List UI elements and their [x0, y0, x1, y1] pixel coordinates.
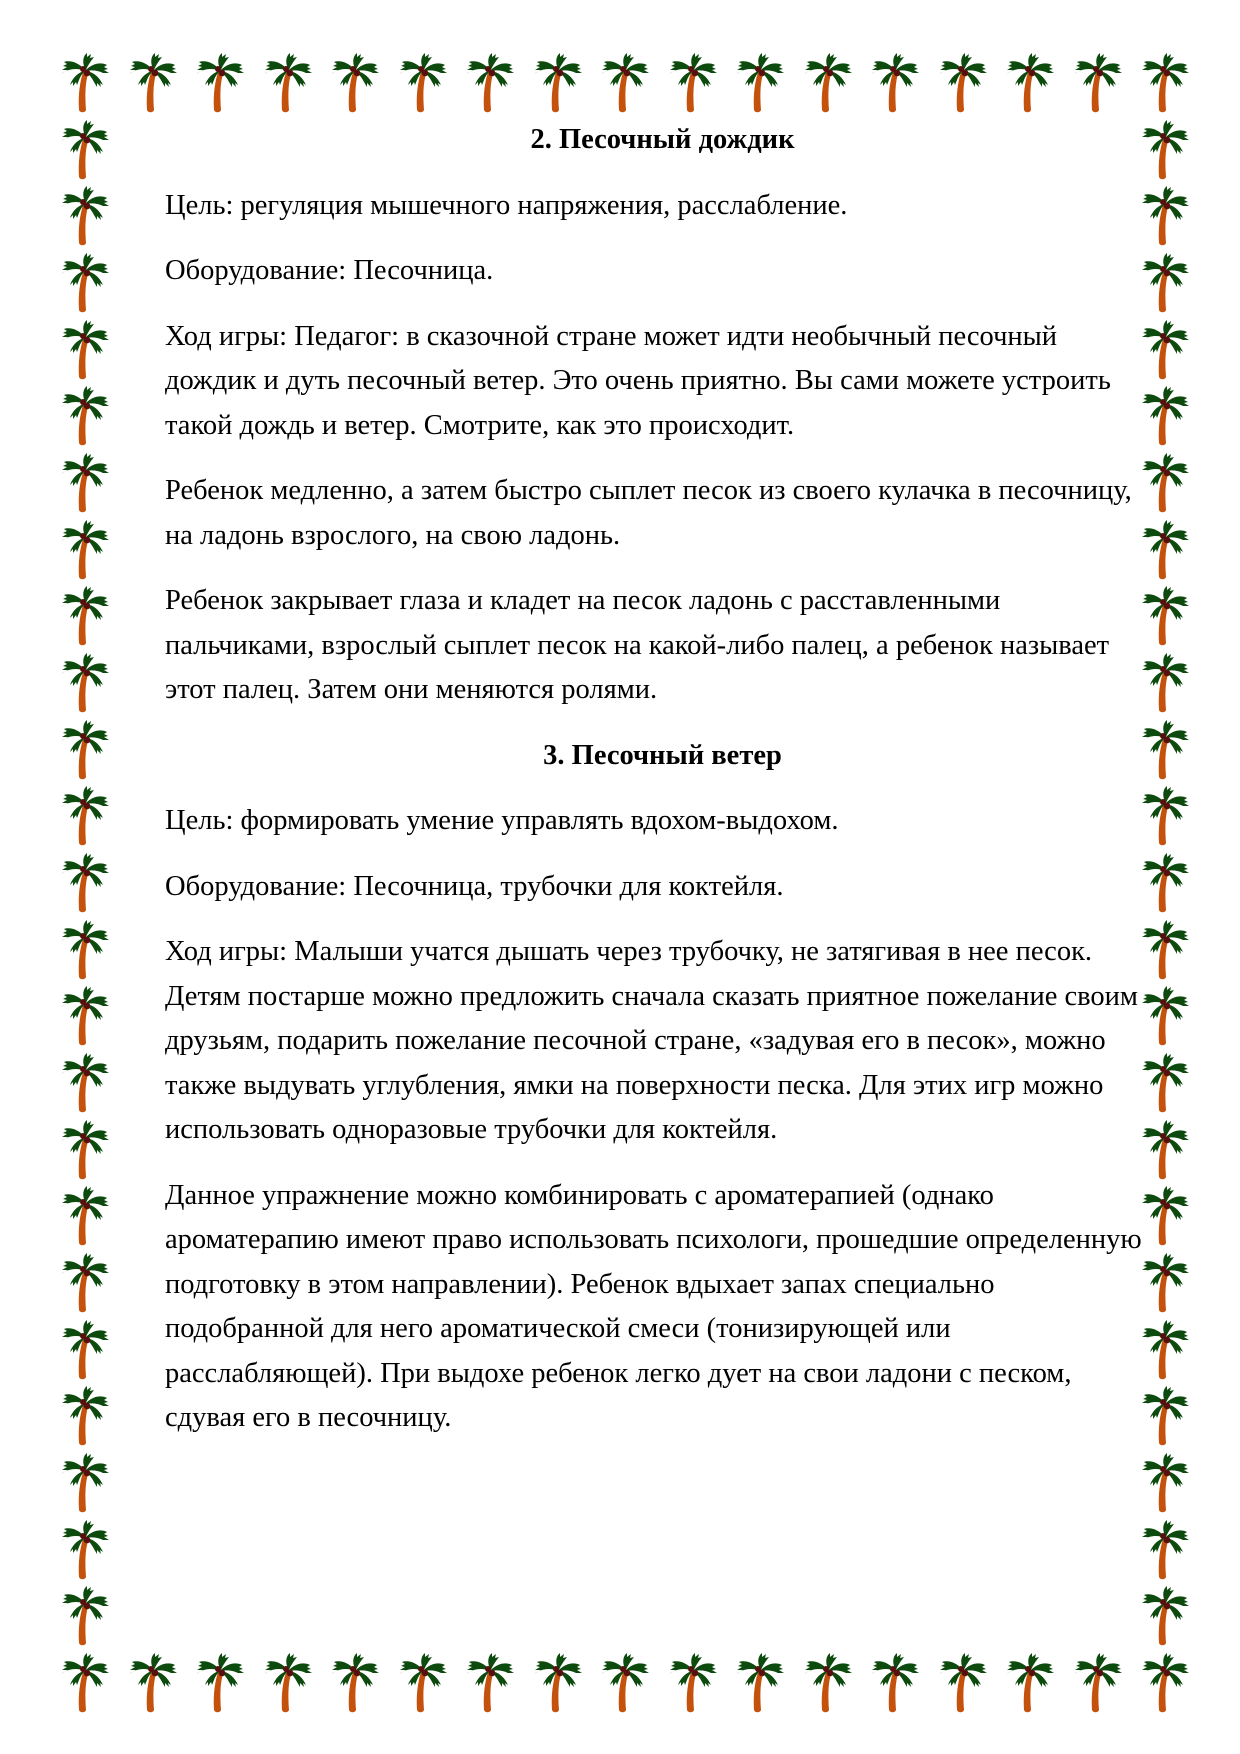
palm-tree-icon	[58, 519, 112, 581]
paragraph-text: Ребенок закрывает глаза и кладет на песок ладонь с расставленными пальчиками, взрослый сыплет песок на какой-либо палец, а ребенок называет этот палец. Затем они меняются ролями.	[165, 585, 1110, 705]
paragraph-goal: Цель: регуляция мышечного напряжения, расслабление.	[165, 189, 848, 221]
palm-tree-icon	[868, 52, 922, 114]
palm-tree-icon	[58, 719, 112, 781]
section-title-sand-wind: 3. Песочный ветер	[543, 739, 782, 771]
palm-tree-icon	[58, 585, 112, 647]
palm-tree-icon	[1003, 1652, 1057, 1714]
palm-tree-icon	[58, 185, 112, 247]
palm-tree-icon	[598, 1652, 652, 1714]
palm-tree-icon	[531, 52, 585, 114]
palm-tree-icon	[58, 1652, 112, 1714]
palm-tree-icon	[463, 1652, 517, 1714]
palm-tree-icon	[58, 1185, 112, 1247]
palm-tree-icon	[58, 1119, 112, 1181]
palm-tree-icon	[666, 1652, 720, 1714]
palm-tree-icon	[801, 1652, 855, 1714]
palm-tree-icon	[868, 1652, 922, 1714]
palm-tree-icon	[261, 52, 315, 114]
palm-tree-icon	[1138, 1585, 1192, 1647]
palm-tree-icon	[733, 52, 787, 114]
palm-tree-icon	[58, 1319, 112, 1381]
palm-tree-icon	[126, 1652, 180, 1714]
palm-tree-icon	[58, 1385, 112, 1447]
palm-tree-icon	[58, 919, 112, 981]
palm-tree-icon	[58, 652, 112, 714]
palm-tree-icon	[58, 119, 112, 181]
palm-tree-icon	[58, 252, 112, 314]
palm-tree-icon	[58, 385, 112, 447]
palm-tree-icon	[1071, 1652, 1125, 1714]
palm-tree-icon	[463, 52, 517, 114]
palm-tree-icon	[58, 785, 112, 847]
palm-tree-icon	[58, 1052, 112, 1114]
palm-tree-icon	[261, 1652, 315, 1714]
paragraph-equipment: Оборудование: Песочница, трубочки для коктейля.	[165, 870, 784, 902]
palm-tree-icon	[193, 52, 247, 114]
section-title-sand-rain: 2. Песочный дождик	[530, 124, 795, 155]
palm-tree-icon	[58, 319, 112, 381]
palm-tree-icon	[1138, 52, 1192, 114]
palm-tree-icon	[733, 1652, 787, 1714]
paragraph-equipment: Оборудование: Песочница.	[165, 255, 494, 286]
paragraph-game-flow: Ход игры: Малыши учатся дышать через трубочку, не затягивая в нее песок. Детям постарше можно предложить сначала сказать приятное пожелание своим друзьям, подарить пожелание песочной стране, «задувая его в песок», можно также выдувать углубления, ямки на поверхности песка. Для этих игр можно использовать одноразовые трубочки для коктейля.	[165, 936, 1138, 1145]
palm-tree-icon	[396, 1652, 450, 1714]
palm-tree-icon	[126, 52, 180, 114]
palm-tree-icon	[396, 52, 450, 114]
palm-tree-icon	[58, 52, 112, 114]
palm-tree-icon	[58, 1452, 112, 1514]
document-content	[165, 118, 1150, 1462]
paragraph-text: Данное упражнение можно комбинировать с ароматерапией (однако ароматерапию имеют право использовать психологи, прошедшие определенную подготовку в этом направлении). Ребенок вдыхает запах специально подобранной для него ароматической смеси (тонизирующей или расслабляющей). При выдохе ребенок легко дует на свои ладони с песком, сдувая его в песочницу.	[165, 1179, 1142, 1433]
palm-tree-icon	[328, 52, 382, 114]
palm-tree-icon	[58, 1585, 112, 1647]
paragraph-text: Ребенок медленно, а затем быстро сыплет песок из своего кулачка в песочницу, на ладонь взрослого, на свою ладонь.	[165, 475, 1132, 551]
palm-tree-icon	[193, 1652, 247, 1714]
palm-tree-icon	[801, 52, 855, 114]
palm-tree-icon	[58, 1519, 112, 1581]
palm-tree-icon	[328, 1652, 382, 1714]
paragraph-game-flow: Ход игры: Педагог: в сказочной стране может идти необычный песочный дождик и дуть песочный ветер. Это очень приятно. Вы сами можете устроить такой дождь и ветер. Смотрите, как это происходит.	[165, 320, 1111, 441]
palm-tree-icon	[936, 1652, 990, 1714]
palm-tree-icon	[58, 1252, 112, 1314]
palm-tree-icon	[58, 452, 112, 514]
paragraph-goal: Цель: формировать умение управлять вдохом-выдохом.	[165, 805, 839, 836]
palm-tree-icon	[58, 852, 112, 914]
palm-tree-icon	[1071, 52, 1125, 114]
palm-tree-icon	[1138, 1519, 1192, 1581]
palm-tree-icon	[598, 52, 652, 114]
palm-tree-icon	[666, 52, 720, 114]
palm-tree-icon	[58, 985, 112, 1047]
palm-tree-icon	[1003, 52, 1057, 114]
palm-tree-icon	[936, 52, 990, 114]
palm-tree-icon	[1138, 1652, 1192, 1714]
palm-tree-icon	[531, 1652, 585, 1714]
